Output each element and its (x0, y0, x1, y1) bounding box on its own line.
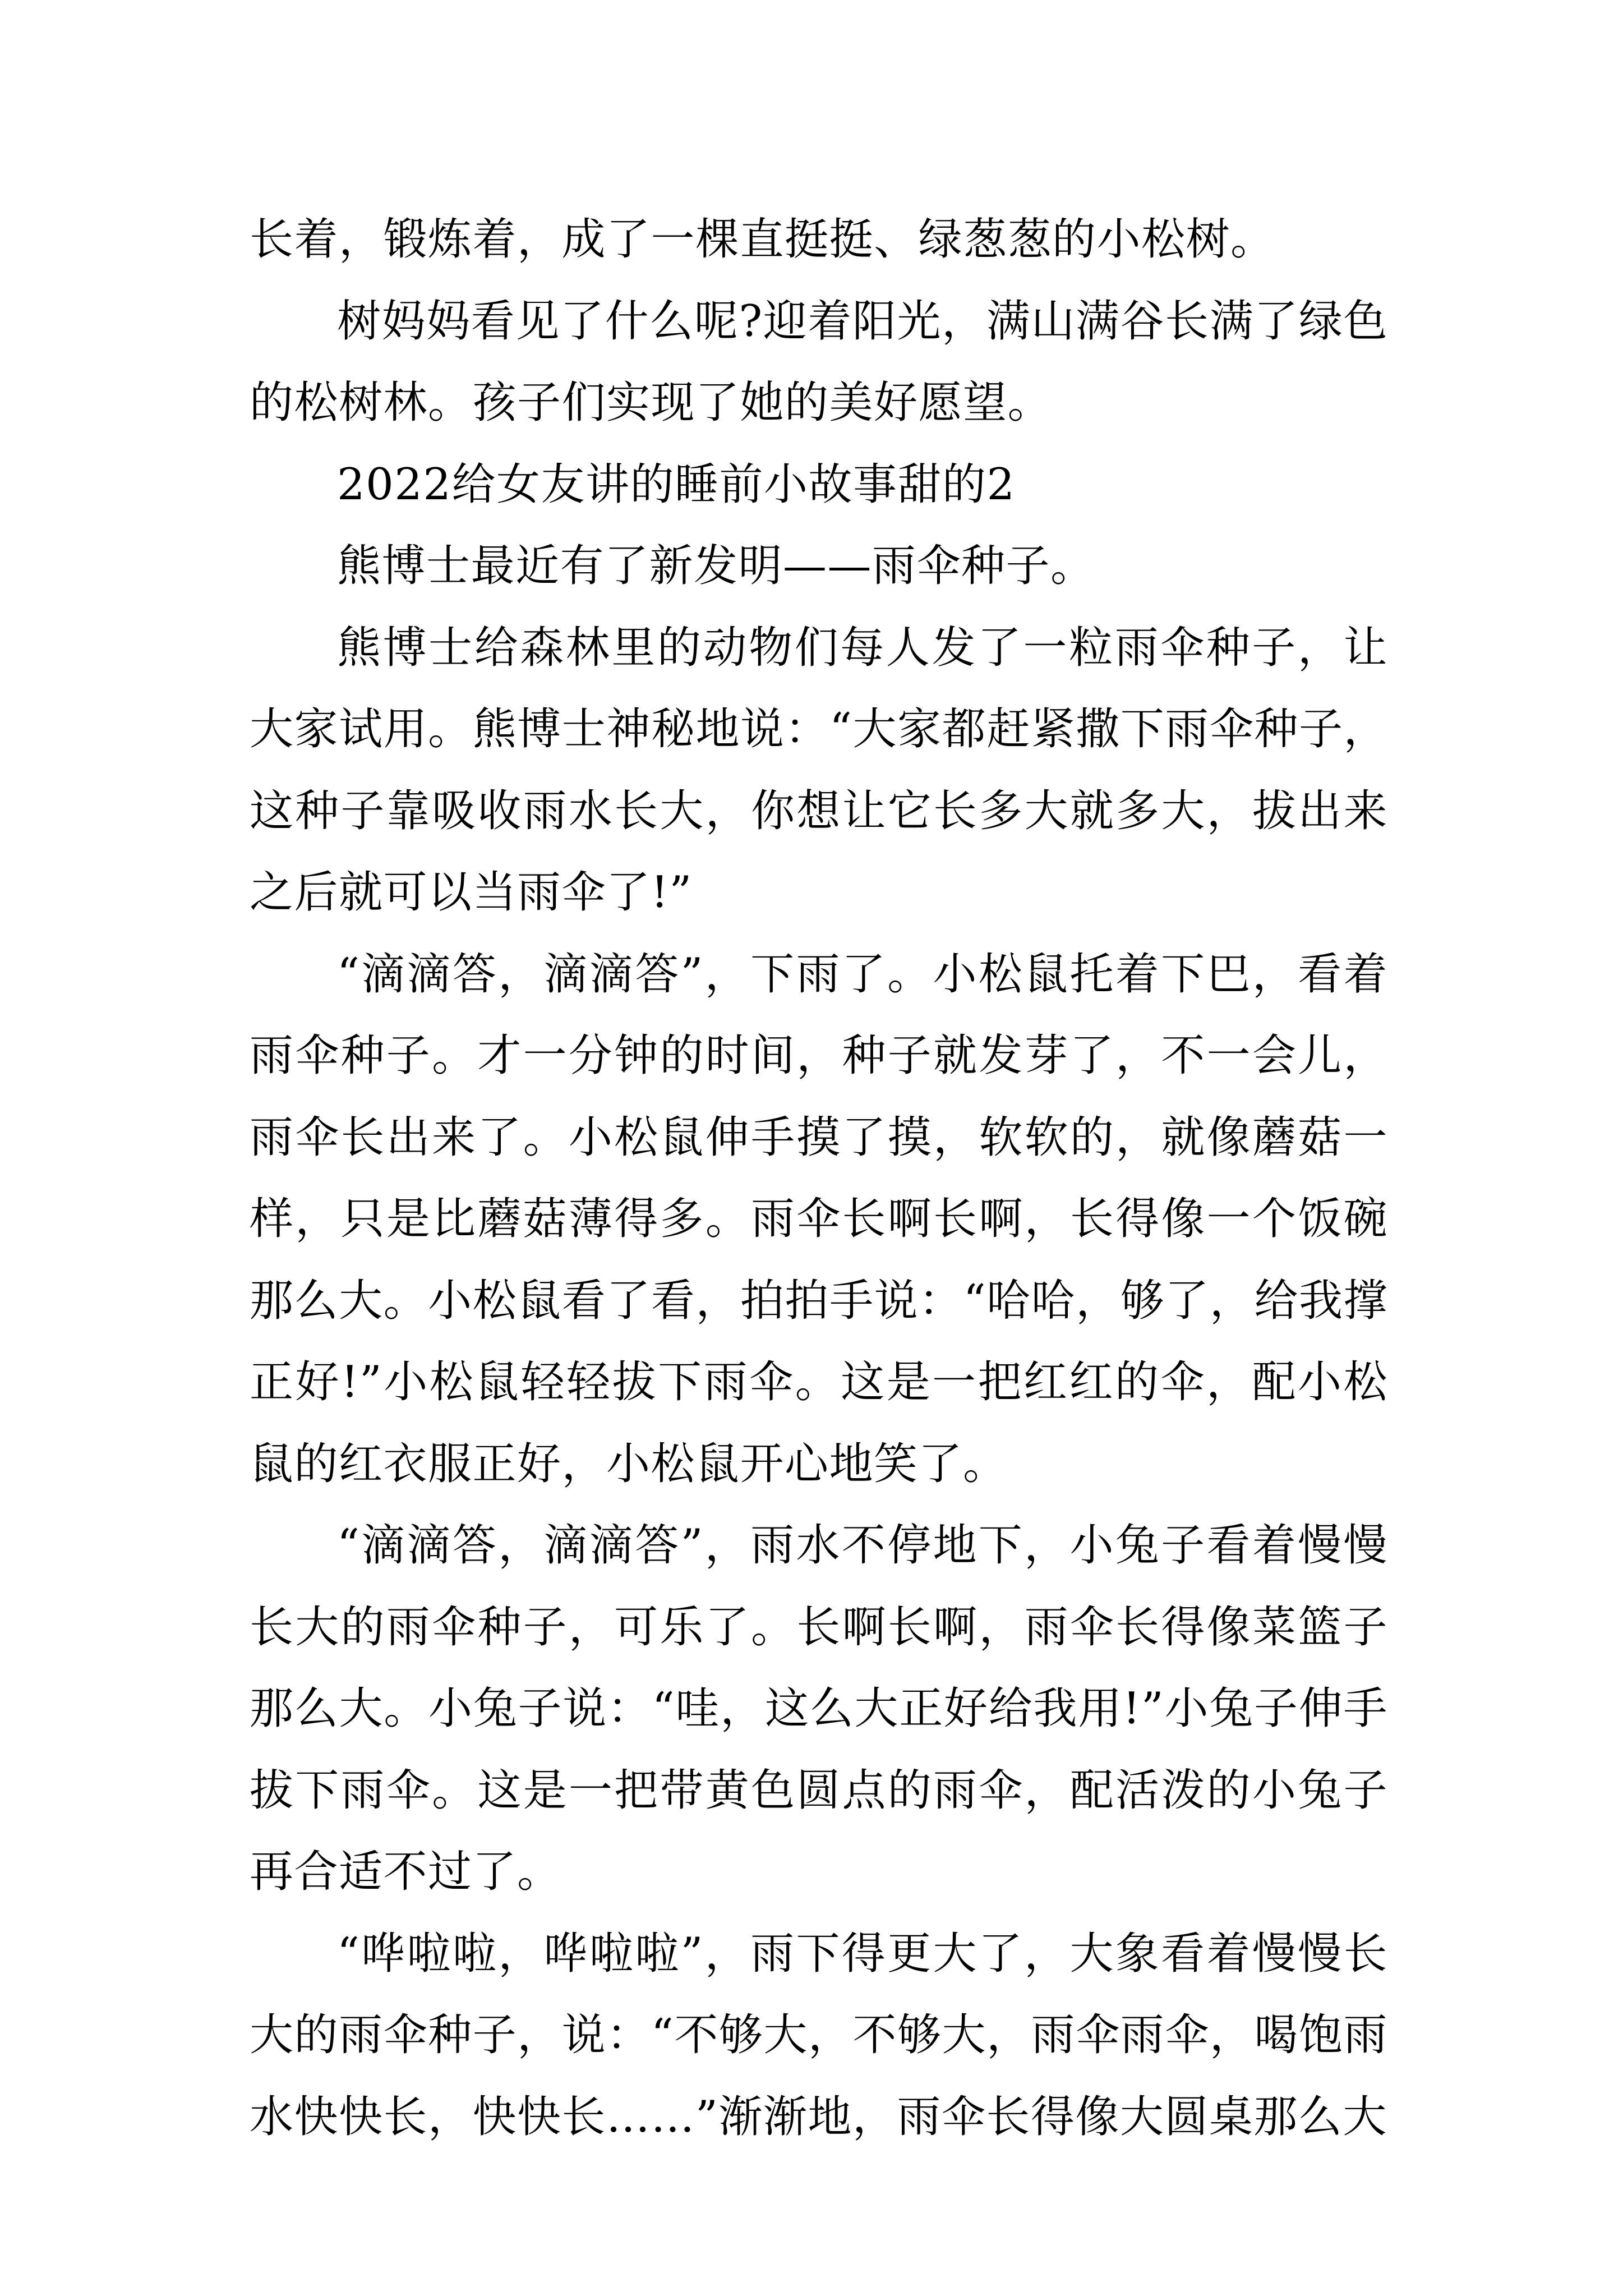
body-text (250, 199, 1388, 2158)
paragraph-5: 熊博士给森林里的动物们每人发了一粒雨伞种子，让大家试用。熊博士神秘地说：“大家都赶紧撒下雨伞种子，这种子靠吸收雨水长大，你想让它长多大就多大，拔出来之后就可以当雨伞了!” (250, 622, 1388, 918)
section-heading: 2022给女友讲的睡前小故事甜的2 (337, 459, 1016, 510)
paragraph-2: 树妈妈看见了什么呢?迎着阳光，满山满谷长满了绿色的松树林。孩子们实现了她的美好愿望。 (250, 296, 1388, 428)
paragraph-8: “哗啦啦，哗啦啦”，雨下得更大了，大象看着慢慢长大的雨伞种子，说：“不够大，不够大，雨伞雨伞，喝饱雨水快快长，快快长……”渐渐地，雨伞长得像大圆桌那么大 (250, 1928, 1388, 2142)
paragraph-4: 熊博士最近有了新发明——雨伞种子。 (337, 541, 1095, 591)
paragraph-6: “滴滴答，滴滴答”，下雨了。小松鼠托着下巴，看着雨伞种子。才一分钟的时间，种子就发芽了，不一会儿，雨伞长出来了。小松鼠伸手摸了摸，软软的，就像蘑菇一样，只是比蘑菇薄得多。雨伞长啊长啊，长得像一个饭碗那么大。小松鼠看了看，拍拍手说：“哈哈，够了，给我撑正好!”小松鼠轻轻拔下雨伞。这是一把红红的伞，配小松鼠的红衣服正好，小松鼠开心地笑了。 (250, 949, 1388, 1489)
paragraph-7: “滴滴答，滴滴答”，雨水不停地下，小兔子看着慢慢长大的雨伞种子，可乐了。长啊长啊，雨伞长得像菜篮子那么大。小兔子说：“哇，这么大正好给我用!”小兔子伸手拔下雨伞。这是一把带黄色圆点的雨伞，配活泼的小兔子再合适不过了。 (250, 1520, 1388, 1897)
paragraph-1: 长着，锻炼着，成了一棵直挺挺、绿葱葱的小松树。 (250, 214, 1275, 265)
